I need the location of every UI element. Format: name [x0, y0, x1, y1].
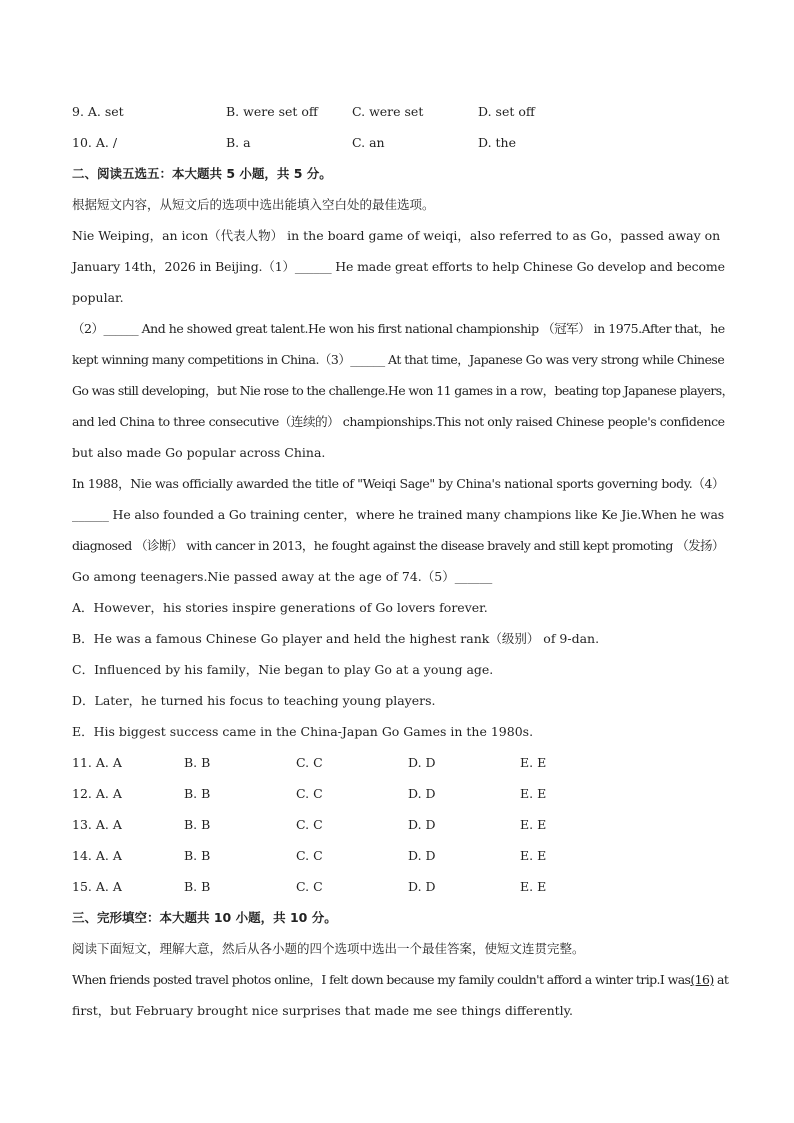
answer-choice[interactable]: C. C: [296, 786, 323, 801]
cloze-passage: [72, 969, 729, 1031]
option-d: D．Later，he turned his focus to teaching young players.: [72, 693, 436, 708]
q9-option-b[interactable]: B. were set off: [226, 104, 318, 119]
answer-choice[interactable]: B. B: [184, 848, 211, 863]
passage-line: Nie Weiping，an icon（代表人物） in the board game of weiqi，also referred to as Go，passed away on: [72, 228, 721, 243]
q9-option-c[interactable]: C. were set: [352, 104, 424, 119]
answer-choice[interactable]: E. E: [520, 786, 547, 801]
passage-line: kept winning many competitions in China.（3）______ At that time，Japanese Go was very strong while Chinese: [72, 352, 725, 367]
answer-choice[interactable]: B. B: [184, 786, 211, 801]
question-10: [72, 132, 724, 163]
option-c: C．Influenced by his family，Nie began to play Go at a young age.: [72, 662, 494, 677]
answer-choice[interactable]: D. D: [408, 817, 436, 832]
answer-row-14: [72, 845, 724, 876]
answer-choice[interactable]: 12. A. A: [72, 786, 122, 801]
answer-choice[interactable]: E. E: [520, 817, 547, 832]
cloze-line: When friends posted travel photos online，I felt down because my family couldn't afford a winter trip.I was(16) at: [72, 972, 729, 987]
q9-option-d[interactable]: D. set off: [478, 104, 535, 119]
answer-choice[interactable]: D. D: [408, 755, 436, 770]
answer-choice[interactable]: D. D: [408, 848, 436, 863]
answer-row-13: [72, 814, 724, 845]
answer-choice[interactable]: C. C: [296, 879, 323, 894]
answer-choice[interactable]: C. C: [296, 848, 323, 863]
option-a: A．However，his stories inspire generations of Go lovers forever.: [72, 600, 488, 615]
section3-heading: 三、完形填空：本大题共 10 小题，共 10 分。: [72, 910, 337, 925]
answer-choice[interactable]: C. C: [296, 755, 323, 770]
section2-heading: 二、阅读五选五：本大题共 5 小题，共 5 分。: [72, 166, 332, 181]
question-9: [72, 101, 724, 132]
q10-option-a[interactable]: 10. A. /: [72, 135, 118, 150]
section3-instruction: 阅读下面短文，理解大意，然后从各小题的四个选项中选出一个最佳答案，使短文连贯完整。: [72, 941, 585, 956]
passage-line: Go among teenagers.Nie passed away at the age of 74.（5）______: [72, 569, 493, 584]
answer-choice[interactable]: E. E: [520, 755, 547, 770]
option-b: B．He was a famous Chinese Go player and held the highest rank（级别） of 9-dan.: [72, 631, 600, 646]
answer-row-15: [72, 876, 724, 907]
q9-option-a[interactable]: 9. A. set: [72, 104, 124, 119]
answer-choice[interactable]: 15. A. A: [72, 879, 122, 894]
passage-line: Go was still developing，but Nie rose to the challenge.He won 11 games in a row，beating top Japanese players，: [72, 383, 734, 398]
passage-line: （2）______ And he showed great talent.He won his first national championship （冠军） in 1975.After that，he: [72, 321, 725, 336]
answer-choice[interactable]: B. B: [184, 879, 211, 894]
reading-passage: [72, 225, 734, 597]
answer-choice[interactable]: B. B: [184, 755, 211, 770]
answer-grid: [72, 752, 724, 907]
passage-line: but also made Go popular across China.: [72, 445, 326, 460]
answer-row-12: [72, 783, 724, 814]
passage-line: ______ He also founded a Go training center，where he trained many champions like Ke Jie.When he was: [72, 507, 725, 522]
answer-row-11: [72, 752, 724, 783]
passage-line: January 14th，2026 in Beijing.（1）______ He made great efforts to help Chinese Go develop and become: [72, 259, 725, 274]
section2-instruction: 根据短文内容，从短文后的选项中选出能填入空白处的最佳选项。: [72, 197, 435, 212]
answer-choice[interactable]: E. E: [520, 879, 547, 894]
option-list: [72, 597, 724, 752]
blank-16[interactable]: (16): [690, 972, 714, 987]
passage-line: diagnosed （诊断） with cancer in 2013，he fought against the disease bravely and still kept promoting （发扬）: [72, 538, 724, 553]
q10-option-c[interactable]: C. an: [352, 135, 385, 150]
passage-line: In 1988，Nie was officially awarded the title of "Weiqi Sage" by China's national sports governing body.（4）: [72, 476, 725, 491]
answer-choice[interactable]: D. D: [408, 879, 436, 894]
answer-choice[interactable]: 13. A. A: [72, 817, 122, 832]
answer-choice[interactable]: C. C: [296, 817, 323, 832]
q10-option-b[interactable]: B. a: [226, 135, 251, 150]
answer-choice[interactable]: 11. A. A: [72, 755, 122, 770]
passage-line: popular.: [72, 290, 124, 305]
q10-option-d[interactable]: D. the: [478, 135, 516, 150]
answer-choice[interactable]: D. D: [408, 786, 436, 801]
answer-choice[interactable]: B. B: [184, 817, 211, 832]
answer-choice[interactable]: 14. A. A: [72, 848, 122, 863]
option-e: E．His biggest success came in the China-Japan Go Games in the 1980s.: [72, 724, 534, 739]
answer-choice[interactable]: E. E: [520, 848, 547, 863]
exam-page: [72, 101, 734, 1031]
passage-line: and led China to three consecutive（连续的） championships.This not only raised Chinese people's confidence: [72, 414, 725, 429]
cloze-line: first，but February brought nice surprises that made me see things differently.: [72, 1003, 574, 1018]
